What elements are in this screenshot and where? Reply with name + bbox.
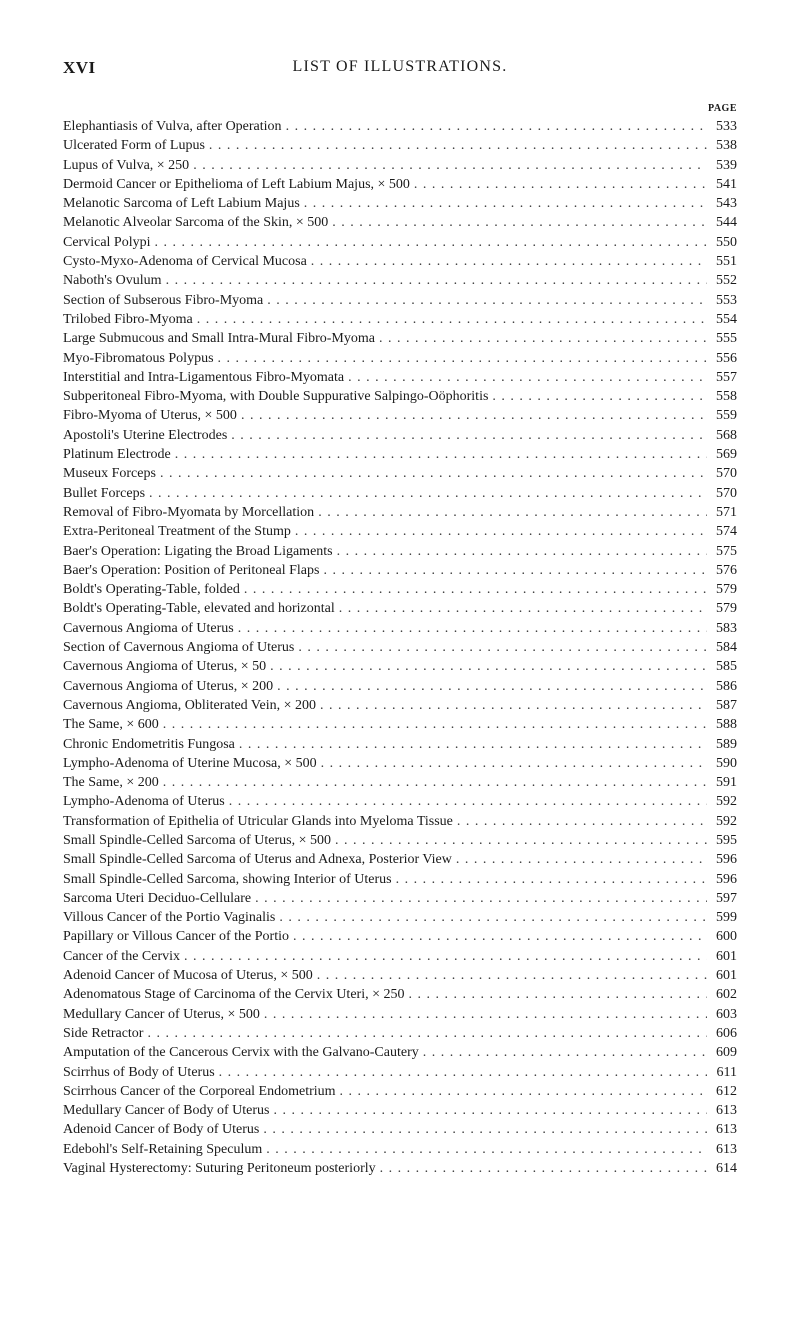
page-reference: 569	[716, 447, 737, 463]
list-item	[63, 464, 737, 483]
page-reference: 553	[716, 292, 737, 308]
list-item	[63, 561, 737, 580]
illustration-title: Trilobed Fibro-Myoma	[63, 311, 193, 327]
list-item	[63, 503, 737, 522]
dot-leader	[379, 329, 707, 348]
dot-leader	[408, 985, 707, 1004]
list-item	[63, 657, 737, 676]
list-item	[63, 156, 737, 175]
list-item	[63, 1005, 737, 1024]
dot-leader	[149, 484, 707, 503]
list-item	[63, 715, 737, 734]
page-reference: 592	[716, 813, 737, 829]
list-item	[63, 522, 737, 541]
illustration-title: The Same, × 200	[63, 775, 159, 791]
list-item	[63, 599, 737, 618]
dot-leader	[337, 542, 707, 561]
page-reference: 571	[716, 504, 737, 520]
illustration-title: Adenomatous Stage of Carcinoma of the Cervix Uteri, × 250	[63, 987, 405, 1003]
dot-leader	[197, 310, 707, 329]
page-reference: 612	[716, 1083, 737, 1099]
illustration-title: Platinum Electrode	[63, 447, 171, 463]
dot-leader	[270, 657, 707, 676]
dot-leader	[321, 754, 707, 773]
page-reference: 554	[716, 311, 737, 327]
illustration-title: Elephantiasis of Vulva, after Operation	[63, 119, 282, 134]
page-reference: 613	[716, 1103, 737, 1119]
illustration-title: Melanotic Alveolar Sarcoma of the Skin, × 500	[63, 215, 329, 231]
illustration-title: Sarcoma Uteri Deciduo-Cellulare	[63, 890, 252, 906]
illustration-title: Vaginal Hysterectomy: Suturing Peritoneum posteriorly	[63, 1161, 376, 1177]
page-reference: 601	[716, 968, 737, 984]
list-item	[63, 1043, 737, 1062]
list-item	[63, 136, 737, 155]
dot-leader	[279, 908, 707, 927]
list-item	[63, 426, 737, 445]
page-reference: 596	[716, 871, 737, 887]
list-item	[63, 387, 737, 406]
dot-leader	[277, 677, 707, 696]
illustration-title: Cervical Polypi	[63, 234, 151, 250]
illustration-title: Dermoid Cancer or Epithelioma of Left Labium Majus, × 500	[63, 176, 410, 192]
dot-leader	[295, 522, 707, 541]
dot-leader	[244, 580, 707, 599]
illustration-title: Small Spindle-Celled Sarcoma, showing Interior of Uterus	[63, 871, 392, 887]
page-reference: 596	[716, 852, 737, 868]
dot-leader	[304, 194, 707, 213]
list-item	[63, 1082, 737, 1101]
page-number: XVI	[63, 58, 96, 77]
page-reference: 558	[716, 389, 737, 405]
illustration-title: Scirrhous Cancer of the Corporeal Endometrium	[63, 1083, 336, 1099]
list-item	[63, 368, 737, 387]
dot-leader	[147, 1024, 707, 1043]
page-reference: 614	[716, 1161, 737, 1177]
illustration-title: Boldt's Operating-Table, elevated and horizontal	[63, 601, 335, 617]
dot-leader	[456, 850, 707, 869]
page-reference: 603	[716, 1006, 737, 1022]
page-reference: 585	[716, 659, 737, 675]
dot-leader	[175, 445, 707, 464]
dot-leader	[238, 619, 707, 638]
list-item	[63, 349, 737, 368]
illustration-title: The Same, × 600	[63, 717, 159, 733]
dot-leader	[323, 561, 707, 580]
list-item	[63, 175, 737, 194]
page-reference: 599	[716, 910, 737, 926]
dot-leader	[311, 252, 707, 271]
illustration-title: Chronic Endometritis Fungosa	[63, 736, 235, 752]
page-header	[0, 58, 800, 84]
list-item	[63, 271, 737, 290]
dot-leader	[166, 271, 707, 290]
page-reference: 613	[716, 1141, 737, 1157]
dot-leader	[286, 117, 707, 136]
list-item	[63, 638, 737, 657]
dot-leader	[414, 175, 707, 194]
illustration-title: Transformation of Epithelia of Utricular Glands into Myeloma Tissue	[63, 813, 453, 829]
dot-leader	[320, 696, 707, 715]
page-reference: 568	[716, 427, 737, 443]
dot-leader	[231, 426, 707, 445]
dot-leader	[293, 927, 707, 946]
illustration-title: Lympho-Adenoma of Uterus	[63, 794, 225, 810]
list-item	[63, 831, 737, 850]
list-item	[63, 252, 737, 271]
list-item	[63, 927, 737, 946]
dot-leader	[318, 503, 707, 522]
dot-leader	[317, 966, 707, 985]
dot-leader	[423, 1043, 707, 1062]
page-reference: 550	[716, 234, 737, 250]
dot-leader	[273, 1101, 707, 1120]
page-reference: 541	[716, 176, 737, 192]
page-reference: 543	[716, 196, 737, 212]
list-item	[63, 233, 737, 252]
list-item	[63, 696, 737, 715]
page-reference: 539	[716, 157, 737, 173]
dot-leader	[209, 136, 707, 155]
list-item	[63, 985, 737, 1004]
dot-leader	[380, 1159, 707, 1178]
list-item	[63, 870, 737, 889]
illustration-title: Section of Subserous Fibro-Myoma	[63, 292, 264, 308]
illustration-title: Myo-Fibromatous Polypus	[63, 350, 214, 366]
dot-leader	[264, 1005, 707, 1024]
dot-leader	[335, 831, 707, 850]
illustration-title: Lupus of Vulva, × 250	[63, 157, 190, 173]
list-item	[63, 310, 737, 329]
list-item	[63, 1024, 737, 1043]
page-reference: 579	[716, 601, 737, 617]
illustration-title: Removal of Fibro-Myomata by Morcellation	[63, 504, 315, 520]
page-reference: 592	[716, 794, 737, 810]
dot-leader	[229, 792, 707, 811]
dot-leader	[396, 870, 707, 889]
illustration-title: Bullet Forceps	[63, 485, 146, 501]
dot-leader	[340, 1082, 707, 1101]
page-reference: 575	[716, 543, 737, 559]
dot-leader	[155, 233, 708, 252]
list-item	[63, 792, 737, 811]
illustration-title: Side Retractor	[63, 1025, 144, 1041]
illustration-title: Adenoid Cancer of Body of Uterus	[63, 1122, 260, 1138]
list-item	[63, 406, 737, 425]
dot-leader	[241, 406, 707, 425]
illustration-title: Small Spindle-Celled Sarcoma of Uterus and Adnexa, Posterior View	[63, 852, 452, 868]
page-reference: 589	[716, 736, 737, 752]
list-item	[63, 1159, 737, 1178]
illustration-title: Papillary or Villous Cancer of the Portio	[63, 929, 289, 945]
illustration-title: Cavernous Angioma of Uterus, × 200	[63, 678, 274, 694]
page-reference: 556	[716, 350, 737, 366]
illustration-title: Subperitoneal Fibro-Myoma, with Double Suppurative Salpingo-Oöphoritis	[63, 389, 489, 405]
illustration-title: Lympho-Adenoma of Uterine Mucosa, × 500	[63, 755, 317, 771]
dot-leader	[160, 464, 707, 483]
dot-leader	[332, 213, 707, 232]
list-item	[63, 966, 737, 985]
illustration-title: Cavernous Angioma, Obliterated Vein, × 200	[63, 697, 316, 713]
list-item	[63, 1120, 737, 1139]
dot-leader	[184, 947, 707, 966]
list-item	[63, 850, 737, 869]
dot-leader	[239, 735, 707, 754]
page-reference: 602	[716, 987, 737, 1003]
page-reference: 600	[716, 929, 737, 945]
illustration-title: Apostoli's Uterine Electrodes	[63, 427, 228, 443]
page-reference: 570	[716, 466, 737, 482]
page-reference: 590	[716, 755, 737, 771]
list-item	[63, 194, 737, 213]
list-item	[63, 947, 737, 966]
illustration-title: Baer's Operation: Ligating the Broad Ligaments	[63, 543, 333, 559]
page-reference: 588	[716, 717, 737, 733]
page-reference: 559	[716, 408, 737, 424]
list-item	[63, 291, 737, 310]
list-item	[63, 754, 737, 773]
dot-leader	[218, 349, 707, 368]
illustration-title: Cancer of the Cervix	[63, 948, 181, 964]
page-reference: 555	[716, 331, 737, 347]
illustrations-list	[63, 117, 737, 1178]
dot-leader	[163, 773, 707, 792]
page-reference: 557	[716, 369, 737, 385]
page-reference: 551	[716, 254, 737, 270]
page-reference: 552	[716, 273, 737, 289]
dot-leader	[263, 1120, 707, 1139]
dot-leader	[492, 387, 707, 406]
illustration-title: Section of Cavernous Angioma of Uterus	[63, 640, 295, 656]
list-item	[63, 619, 737, 638]
illustration-title: Interstitial and Intra-Ligamentous Fibro-Myomata	[63, 369, 345, 385]
illustration-title: Scirrhus of Body of Uterus	[63, 1064, 215, 1080]
illustration-title: Edebohl's Self-Retaining Speculum	[63, 1141, 263, 1157]
illustration-title: Ulcerated Form of Lupus	[63, 138, 205, 154]
illustration-title: Melanotic Sarcoma of Left Labium Majus	[63, 196, 300, 212]
dot-leader	[267, 291, 707, 310]
illustration-title: Villous Cancer of the Portio Vaginalis	[63, 910, 276, 926]
page-reference: 533	[716, 119, 737, 134]
illustration-title: Cavernous Angioma of Uterus	[63, 620, 234, 636]
illustration-title: Baer's Operation: Position of Peritoneal Flaps	[63, 562, 320, 578]
page-reference: 591	[716, 775, 737, 791]
illustration-title: Adenoid Cancer of Mucosa of Uterus, × 500	[63, 968, 313, 984]
list-item	[63, 735, 737, 754]
list-item	[63, 445, 737, 464]
list-item	[63, 1101, 737, 1120]
page-reference: 586	[716, 678, 737, 694]
dot-leader	[457, 812, 707, 831]
page-reference: 609	[716, 1045, 737, 1061]
illustration-title: Medullary Cancer of Uterus, × 500	[63, 1006, 260, 1022]
page-reference: 611	[716, 1064, 737, 1080]
illustration-title: Cavernous Angioma of Uterus, × 50	[63, 659, 267, 675]
list-item	[63, 213, 737, 232]
list-item	[63, 889, 737, 908]
dot-leader	[298, 638, 707, 657]
page-reference: 570	[716, 485, 737, 501]
list-item	[63, 677, 737, 696]
page-reference: 538	[716, 138, 737, 154]
page-reference: 606	[716, 1025, 737, 1041]
illustration-title: Small Spindle-Celled Sarcoma of Uterus, × 500	[63, 832, 332, 848]
page-reference: 583	[716, 620, 737, 636]
dot-leader	[266, 1140, 707, 1159]
page-reference: 579	[716, 582, 737, 598]
illustration-title: Cysto-Myxo-Adenoma of Cervical Mucosa	[63, 254, 307, 270]
page-reference: 584	[716, 640, 737, 656]
running-title: LIST OF ILLUSTRATIONS.	[292, 58, 508, 75]
illustration-title: Naboth's Ovulum	[63, 273, 162, 289]
page-reference: 597	[716, 890, 737, 906]
list-item	[63, 542, 737, 561]
illustration-title: Extra-Peritoneal Treatment of the Stump	[63, 524, 291, 540]
list-item	[63, 329, 737, 348]
page-reference: 595	[716, 832, 737, 848]
page-reference: 544	[716, 215, 737, 231]
page-column-label: PAGE	[707, 103, 737, 114]
dot-leader	[193, 156, 707, 175]
list-item	[63, 773, 737, 792]
page-reference: 587	[716, 697, 737, 713]
list-item	[63, 1140, 737, 1159]
list-item	[63, 580, 737, 599]
dot-leader	[219, 1063, 707, 1082]
list-item	[63, 1063, 737, 1082]
list-item	[63, 908, 737, 927]
dot-leader	[255, 889, 707, 908]
illustration-title: Amputation of the Cancerous Cervix with the Galvano-Cautery	[63, 1045, 419, 1061]
dot-leader	[339, 599, 707, 618]
illustration-title: Museux Forceps	[63, 466, 156, 482]
dot-leader	[348, 368, 707, 387]
dot-leader	[163, 715, 707, 734]
list-item	[63, 812, 737, 831]
page-reference: 574	[716, 524, 737, 540]
list-item	[63, 117, 737, 136]
page-reference: 576	[716, 562, 737, 578]
illustration-title: Fibro-Myoma of Uterus, × 500	[63, 408, 237, 424]
illustration-title: Large Submucous and Small Intra-Mural Fibro-Myoma	[63, 331, 375, 347]
page-reference: 601	[716, 948, 737, 964]
illustration-title: Medullary Cancer of Body of Uterus	[63, 1103, 270, 1119]
list-item	[63, 484, 737, 503]
illustration-title: Boldt's Operating-Table, folded	[63, 582, 240, 598]
page-reference: 613	[716, 1122, 737, 1138]
